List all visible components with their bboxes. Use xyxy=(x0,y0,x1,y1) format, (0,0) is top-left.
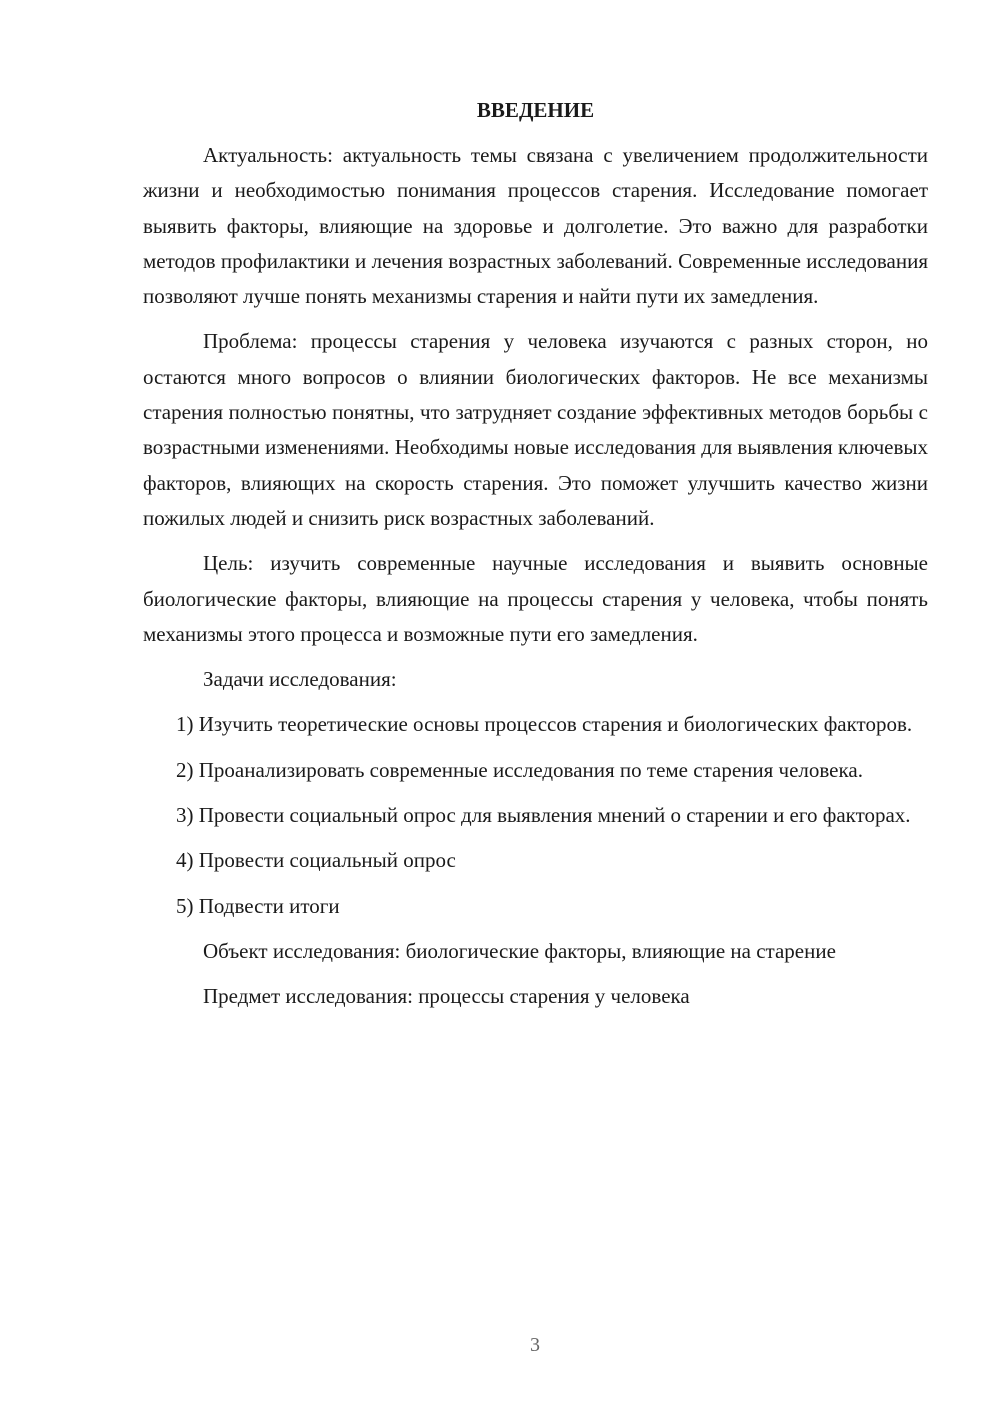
subject-paragraph: Предмет исследования: процессы старения у человека xyxy=(203,984,690,1009)
tasks-title: Задачи исследования: xyxy=(203,667,397,692)
object-paragraph: Объект исследования: биологические факторы, влияющие на старение xyxy=(203,938,836,963)
task-item-4: 4) Провести социальный опрос xyxy=(176,848,456,873)
task-item-5: 5) Подвести итоги xyxy=(176,893,340,918)
problem-paragraph: Проблема: процессы старения у человека изучаются с разных сторон, но остаются много вопросов о влиянии биологических факторов. Не все механизмы старения полностью понятны, что затрудняет создание эффективных методов борьбы с возрастными изменениями. Необходимы новые исследования для выявления ключевых факторов, влияющих на скорость старения. Это поможет улучшить качество жизни пожилых людей и снизить риск возрастных заболеваний. xyxy=(143,329,928,530)
section-heading: ВВЕДЕНИЕ xyxy=(476,98,595,122)
relevance-paragraph: Актуальность: актуальность темы связана с увеличением продолжительности жизни и необходимостью понимания процессов старения. Исследование помогает выявить факторы, влияющие на здоровье и долголетие. Это важно для разработки методов профилактики и лечения возрастных заболеваний. Современные исследования позволяют лучше понять механизмы старения и найти пути их замедления. xyxy=(143,143,928,309)
goal-paragraph: Цель: изучить современные научные исследования и выявить основные биологические факторы, влияющие на процессы старения у человека, чтобы понять механизмы этого процесса и возможные пути его замедления. xyxy=(143,551,928,646)
page-number: 3 xyxy=(530,1334,540,1356)
task-item-3: 3) Провести социальный опрос для выявления мнений о старении и его факторах. xyxy=(176,803,911,828)
document-page xyxy=(143,96,928,1025)
task-item-1: 1) Изучить теоретические основы процессов старения и биологических факторов. xyxy=(176,712,913,737)
task-item-2: 2) Проанализировать современные исследования по теме старения человека. xyxy=(176,757,863,782)
